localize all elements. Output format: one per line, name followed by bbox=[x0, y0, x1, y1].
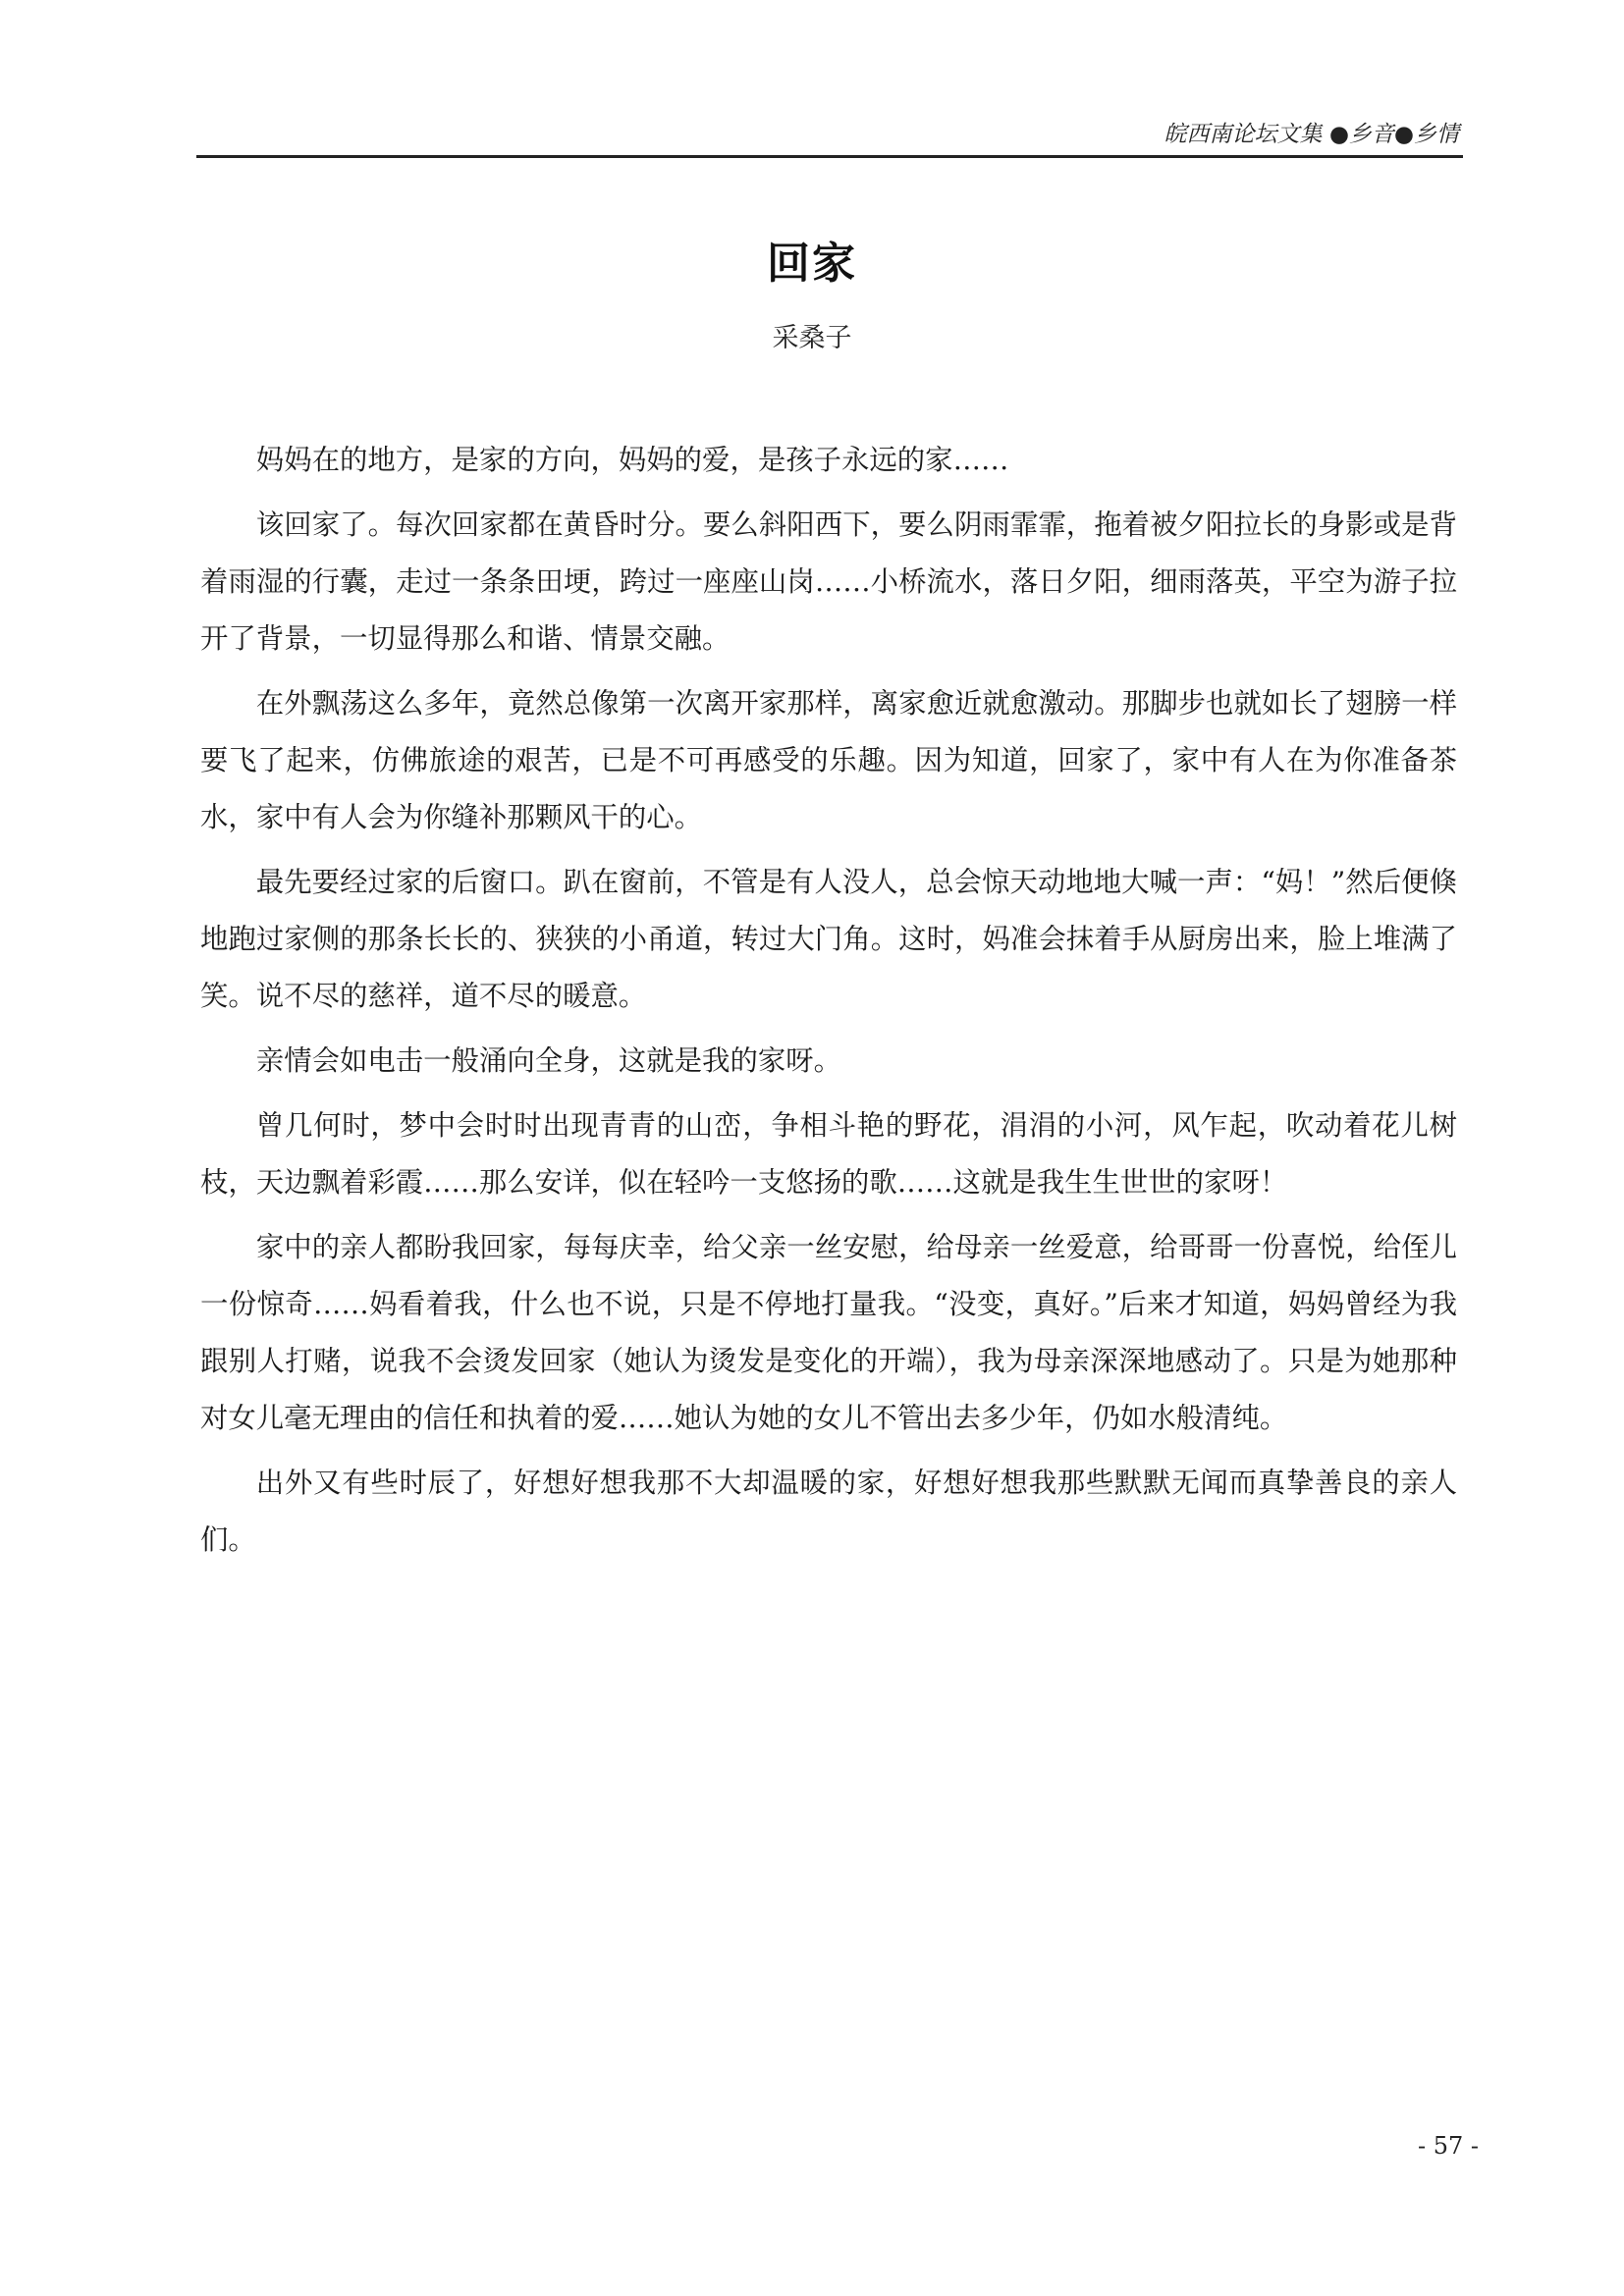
paragraph: 出外又有些时辰了，好想好想我那不大却温暖的家，好想好想我那些默默无闻而真挚善良的亲人们。 bbox=[200, 1467, 1457, 1556]
paragraph: 在外飘荡这么多年，竟然总像第一次离开家那样，离家愈近就愈激动。那脚步也就如长了翅膀一样要飞了起来，仿佛旅途的艰苦，已是不可再感受的乐趣。因为知道，回家了，家中有人在为你准备茶水，家中有人会为你缝补那颗风干的心。 bbox=[200, 687, 1457, 833]
paragraph: 该回家了。每次回家都在黄昏时分。要么斜阳西下，要么阴雨霏霏，拖着被夕阳拉长的身影或是背着雨湿的行囊，走过一条条田埂，跨过一座座山岗……小桥流水，落日夕阳，细雨落英，平空为游子拉开了背景，一切显得那么和谐、情景交融。 bbox=[200, 508, 1457, 655]
article-body bbox=[200, 432, 1457, 1576]
paragraph: 最先要经过家的后窗口。趴在窗前，不管是有人没人，总会惊天动地地大喊一声：“妈！”然后便倏地跑过家侧的那条长长的、狭狭的小甬道，转过大门角。这时，妈准会抹着手从厨房出来，脸上堆满了笑。说不尽的慈祥，道不尽的暖意。 bbox=[200, 866, 1457, 1012]
header-text: 皖西南论坛文集 ●乡音●乡情 bbox=[1164, 122, 1459, 147]
paragraph: 妈妈在的地方，是家的方向，妈妈的爱，是孩子永远的家…… bbox=[255, 444, 1009, 476]
running-header bbox=[196, 110, 1463, 158]
page-number: - 57 - bbox=[1417, 2132, 1479, 2160]
paragraph: 曾几何时，梦中会时时出现青青的山峦，争相斗艳的野花，涓涓的小河，风乍起，吹动着花儿树枝，天边飘着彩霞……那么安详，似在轻吟一支悠扬的歌……这就是我生生世世的家呀！ bbox=[200, 1109, 1457, 1199]
paragraph: 亲情会如电击一般涌向全身，这就是我的家呀。 bbox=[255, 1044, 842, 1077]
article-author: 采桑子 bbox=[772, 323, 852, 353]
article-title: 回家 bbox=[767, 239, 857, 289]
paragraph: 家中的亲人都盼我回家，每每庆幸，给父亲一丝安慰，给母亲一丝爱意，给哥哥一份喜悦，给侄儿一份惊奇……妈看着我，什么也不说，只是不停地打量我。“没变，真好。”后来才知道，妈妈曾经为我跟别人打赌，说我不会烫发回家（她认为烫发是变化的开端），我为母亲深深地感动了。只是为她那种对女儿毫无理由的信任和执着的爱……她认为她的女儿不管出去多少年，仍如水般清纯。 bbox=[200, 1231, 1457, 1434]
